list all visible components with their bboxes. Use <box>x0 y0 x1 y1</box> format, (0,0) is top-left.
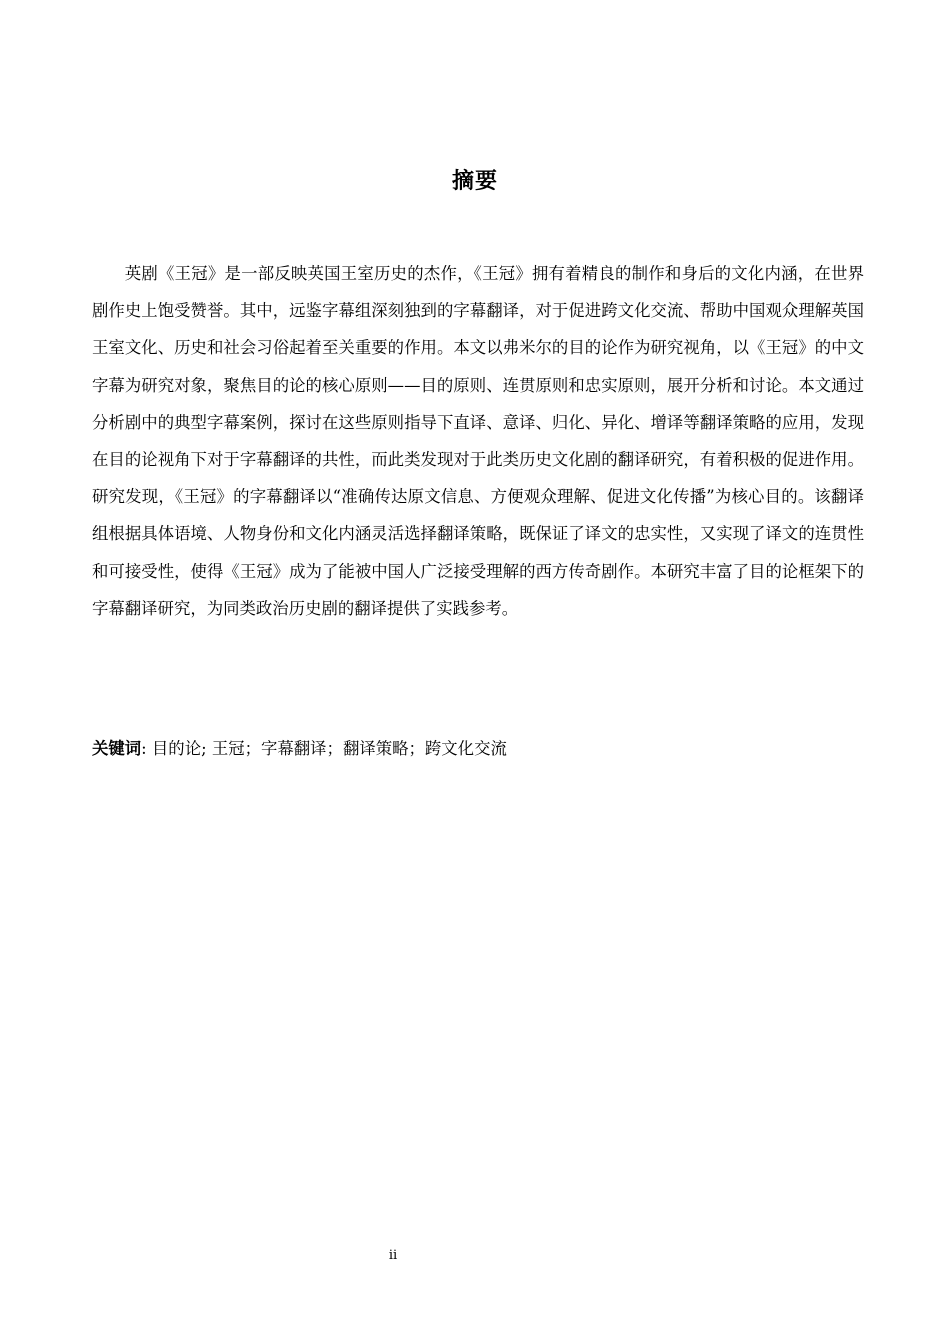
keywords-label: 关键词 <box>92 739 142 758</box>
page-number: ii <box>388 1248 398 1263</box>
abstract-paragraph: 英剧《王冠》是一部反映英国王室历史的杰作，《王冠》拥有着精良的制作和身后的文化内涵，在世界剧作史上饱受赞誉。其中，远鉴字幕组深刻独到的字幕翻译，对于促进跨文化交流、帮助中国观众理解英国王室文化、历史和社会习俗起着至关重要的作用。本文以弗米尔的目的论作为研究视角，以《王冠》的中文字幕为研究对象，聚焦目的论的核心原则——目的原则、连贯原则和忠实原则，展开分析和讨论。本文通过分析剧中的典型字幕案例，探讨在这些原则指导下直译、意译、归化、异化、增译等翻译策略的应用，发现在目的论视角下对于字幕翻译的共性，而此类发现对于此类历史文化剧的翻译研究，有着积极的促进作用。研究发现，《王冠》的字幕翻译以“准确传达原文信息、方便观众理解、促进文化传播”为核心目的。该翻译组根据具体语境、人物身份和文化内涵灵活选择翻译策略，既保证了译文的忠实性，又实现了译文的连贯性和可接受性，使得《王冠》成为了能被中国人广泛接受理解的西方传奇剧作。本研究丰富了目的论框架下的字幕翻译研究，为同类政治历史剧的翻译提供了实践参考。 <box>92 264 864 618</box>
keywords-line <box>92 733 864 765</box>
keywords-text: 目的论; 王冠；字幕翻译；翻译策略；跨文化交流 <box>146 739 507 758</box>
keywords-separator: : <box>141 739 147 758</box>
page-title: 摘要 <box>451 169 498 194</box>
